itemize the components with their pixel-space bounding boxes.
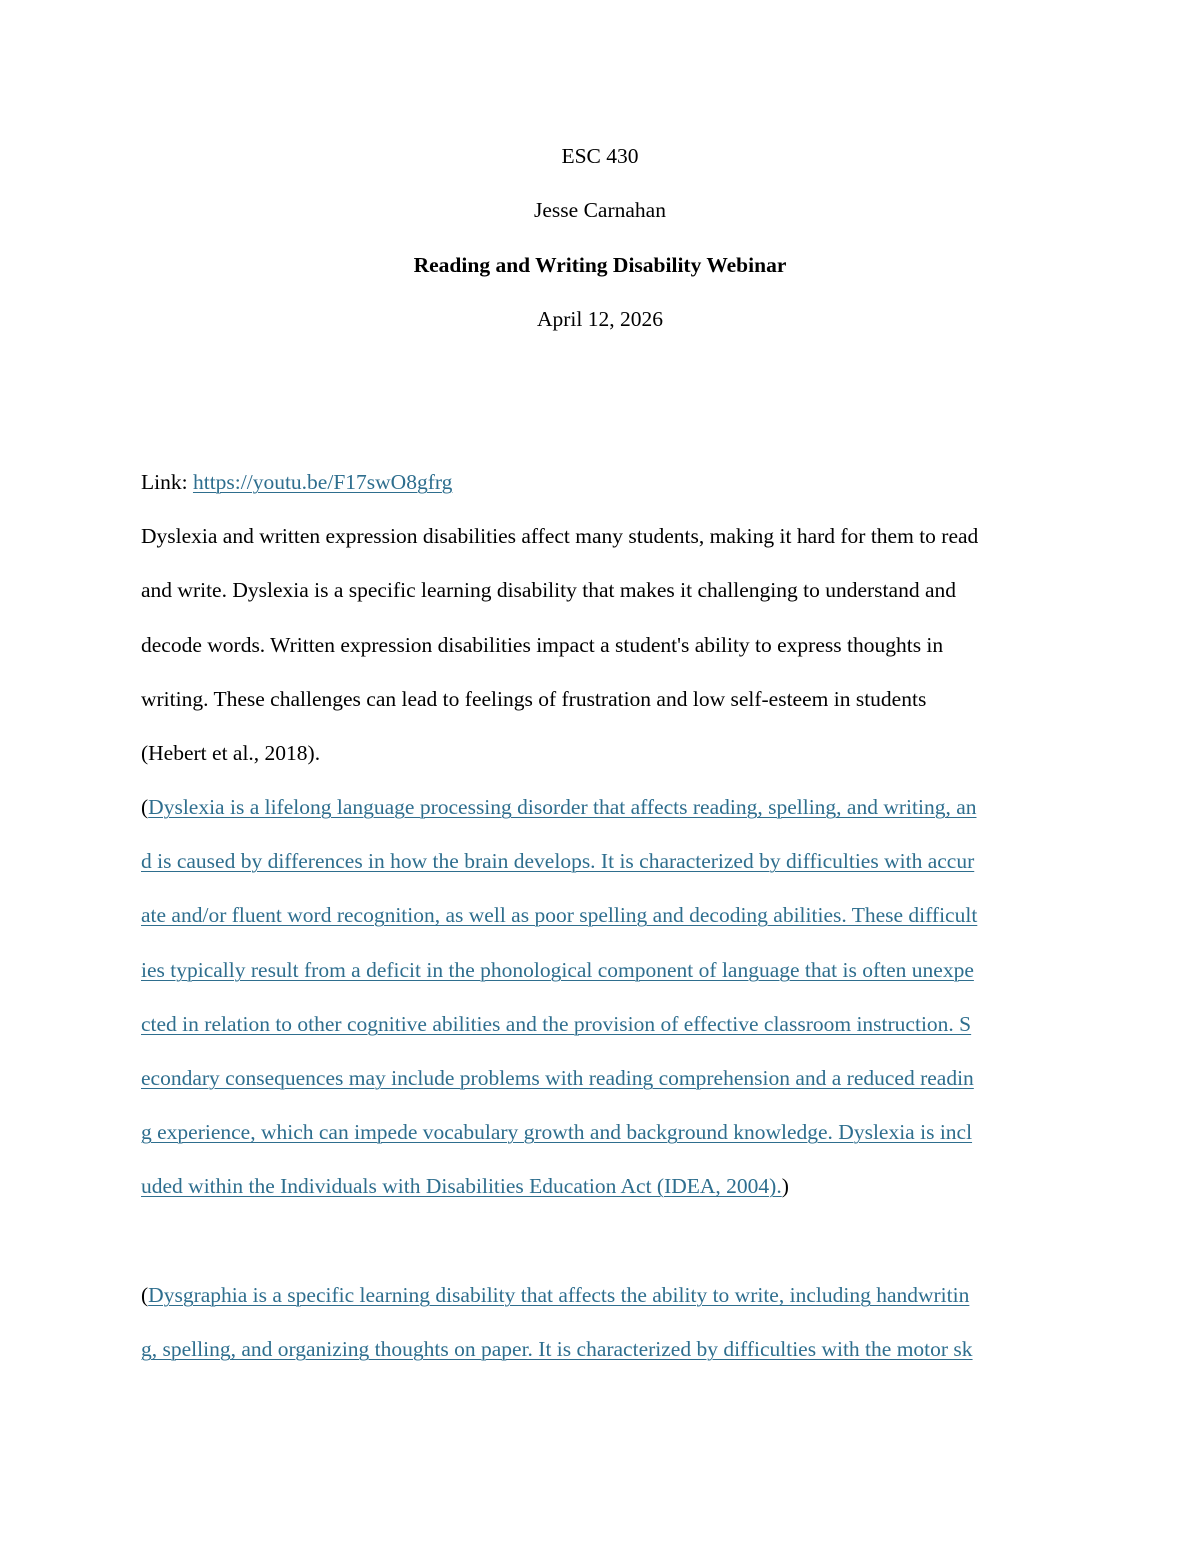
paragraph-line: (Hebert et al., 2018).	[141, 741, 321, 765]
quote-line	[141, 1334, 973, 1364]
quote-line	[141, 1117, 972, 1147]
paragraph-line: Dyslexia and written expression disabilities affect many students, making it hard for them to read	[141, 524, 979, 548]
close-paren: )	[781, 1174, 789, 1198]
quote-line	[141, 955, 974, 985]
quote-link-text[interactable]: g, spelling, and organizing thoughts on paper. It is characterized by difficulties with the motor sk	[141, 1337, 973, 1361]
paragraph-line: writing. These challenges can lead to feelings of frustration and low self-esteem in students	[141, 687, 927, 711]
quote-link-text[interactable]: ies typically result from a deficit in the phonological component of language that is often unexpe	[141, 958, 974, 982]
quote-line	[141, 846, 974, 876]
quote-line	[141, 1280, 969, 1310]
quote-line	[141, 1063, 974, 1093]
open-paren: (	[141, 795, 149, 819]
quote-link-text[interactable]: d is caused by differences in how the brain develops. It is characterized by difficulties with accur	[141, 849, 975, 873]
document-date: April 12, 2026	[536, 307, 663, 331]
quote-line	[141, 1009, 971, 1039]
quote-link-text[interactable]: g experience, which can impede vocabulary growth and background knowledge. Dyslexia is incl	[141, 1120, 973, 1144]
quote-line	[141, 792, 977, 822]
paragraph-line: and write. Dyslexia is a specific learning disability that makes it challenging to understand and	[141, 578, 956, 602]
paragraph-line: decode words. Written expression disabilities impact a student's ability to express thoughts in	[141, 633, 944, 657]
quote-line	[141, 900, 977, 930]
link-line	[141, 467, 452, 497]
quote-link-text[interactable]: uded within the Individuals with Disabilities Education Act (IDEA, 2004).	[141, 1174, 782, 1198]
quote-link-text[interactable]: Dyslexia is a lifelong language processing disorder that affects reading, spelling, and writing, an	[148, 795, 977, 819]
author-name: Jesse Carnahan	[534, 198, 666, 222]
video-link[interactable]: https://youtu.be/F17swO8gfrg	[192, 470, 453, 494]
quote-link-text[interactable]: cted in relation to other cognitive abilities and the provision of effective classroom instruction. S	[141, 1012, 972, 1036]
quote-line	[141, 1171, 789, 1201]
open-paren: (	[141, 1283, 149, 1307]
quote-link-text[interactable]: econdary consequences may include problems with reading comprehension and a reduced readin	[141, 1066, 974, 1090]
course-code: ESC 430	[561, 144, 639, 168]
link-label: Link:	[141, 470, 193, 494]
document-title: Reading and Writing Disability Webinar	[413, 253, 787, 277]
quote-link-text[interactable]: ate and/or fluent word recognition, as well as poor spelling and decoding abilities. These difficult	[141, 903, 978, 927]
quote-link-text[interactable]: Dysgraphia is a specific learning disability that affects the ability to write, including handwritin	[148, 1283, 970, 1307]
